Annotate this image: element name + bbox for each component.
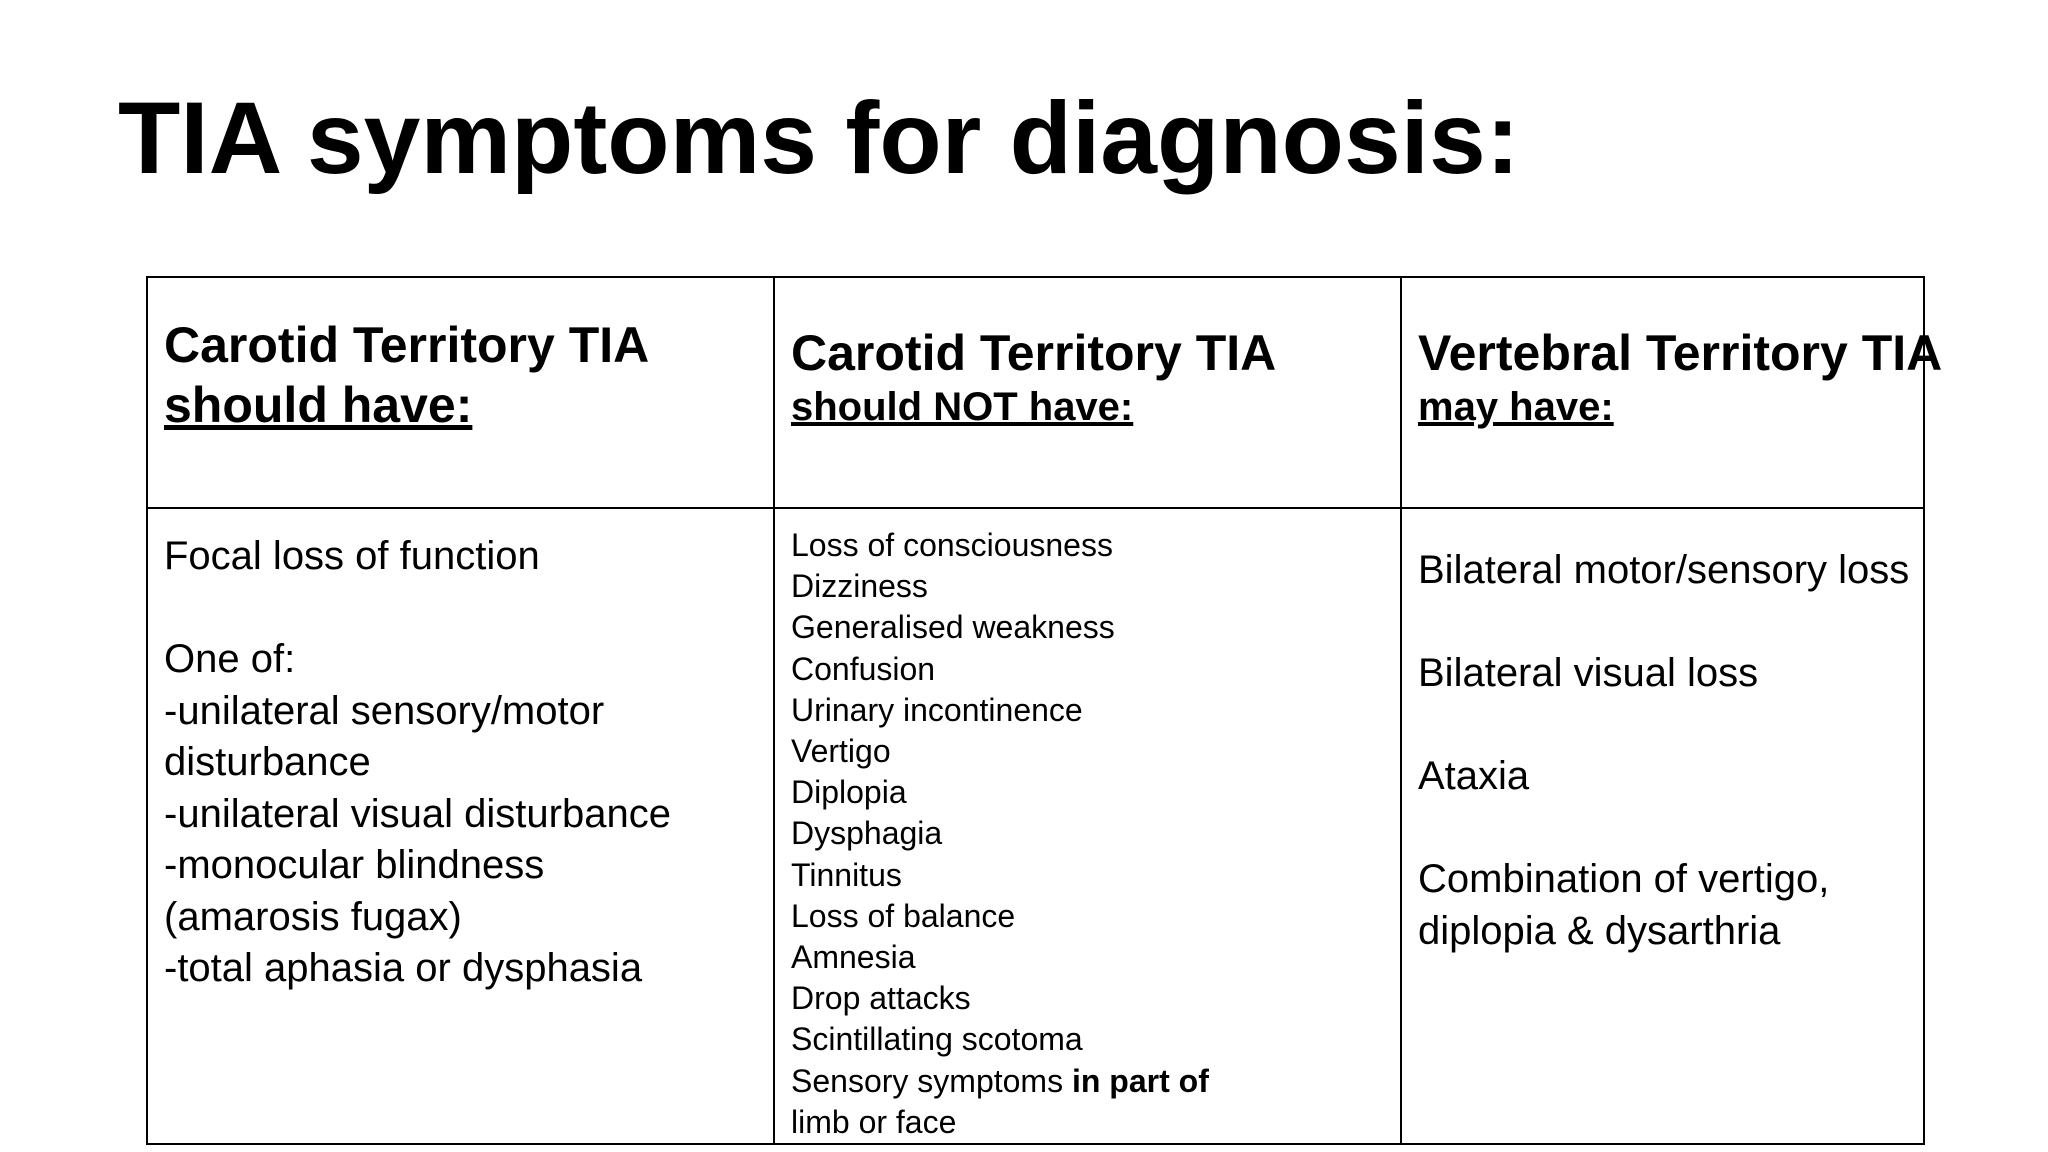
list-item: Bilateral visual loss — [1418, 651, 1759, 695]
carotid-should-not-have-cell — [774, 508, 1401, 1144]
list-item: Scintillating scotoma — [791, 1021, 1083, 1058]
list-item: Bilateral motor/sensory loss — [1418, 548, 1910, 592]
list-item: Dizziness — [791, 568, 928, 605]
header-cell-carotid-should-have — [147, 277, 774, 508]
list-item: Ataxia — [1418, 754, 1530, 798]
column-heading: Carotid Territory TIA — [164, 317, 650, 373]
slide-title: TIA symptoms for diagnosis: — [118, 81, 1520, 195]
header-cell-carotid-should-not-have — [774, 277, 1401, 508]
list-item: Vertigo — [791, 733, 891, 770]
list-item: Combination of vertigo, — [1418, 857, 1830, 901]
column-subheading: may have: — [1418, 385, 1614, 429]
list-item: Confusion — [791, 650, 936, 687]
list-item: -total aphasia or dysphasia — [164, 946, 643, 990]
list-item: -unilateral visual disturbance — [164, 791, 671, 836]
vertebral-may-have-cell — [1401, 508, 1924, 1144]
column-heading: Vertebral Territory TIA — [1418, 325, 1943, 381]
list-item: Drop attacks — [791, 980, 971, 1017]
list-item: Loss of consciousness — [791, 527, 1113, 563]
list-item: (amarosis fugax) — [164, 894, 462, 939]
list-item: Dysphagia — [791, 815, 943, 852]
list-item: Generalised weakness — [791, 609, 1115, 646]
column-subheading: should NOT have: — [791, 385, 1134, 429]
spacer — [1418, 803, 1907, 855]
list-item: Loss of balance — [791, 897, 1016, 934]
list-item: One of: — [164, 637, 296, 681]
list-item: Focal loss of function — [164, 534, 540, 578]
spacer — [1418, 597, 1907, 649]
header-cell-vertebral-may-have — [1401, 277, 1943, 508]
column-heading: Carotid Territory TIA — [791, 325, 1277, 381]
list-item: limb or face — [791, 1103, 957, 1140]
list-item: Tinnitus — [791, 856, 902, 893]
list-item: -monocular blindness — [164, 843, 545, 887]
list-item: -unilateral sensory/motor — [164, 688, 605, 733]
table-header-row — [147, 277, 1924, 508]
spacer — [1418, 700, 1907, 752]
list-item: diplopia & dysarthria — [1418, 908, 1781, 953]
list-item: Amnesia — [791, 939, 916, 976]
item-text: Sensory symptoms — [791, 1062, 1072, 1099]
carotid-should-have-cell — [147, 508, 774, 1144]
list-item: Diplopia — [791, 774, 907, 811]
spacer — [164, 583, 757, 635]
list-item: Urinary incontinence — [791, 691, 1083, 728]
list-item-sensory — [791, 1061, 1384, 1102]
column-subheading: should have: — [164, 377, 473, 433]
item-emphasis: in part of — [1071, 1062, 1209, 1099]
list-item: disturbance — [164, 740, 371, 784]
symptoms-table — [146, 276, 1943, 1145]
table-body-row — [147, 508, 1924, 1144]
